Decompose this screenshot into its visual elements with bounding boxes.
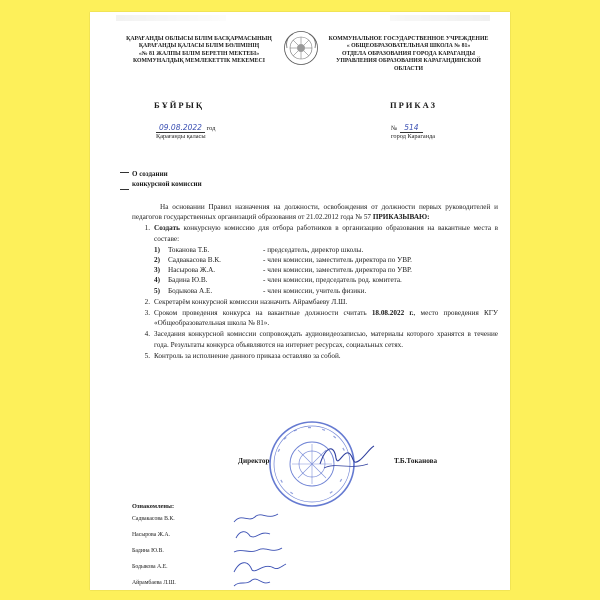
member-role: - член комиссии, заместитель директора по УВР. xyxy=(263,256,412,265)
signature-role: Директор xyxy=(238,457,270,465)
subject-line: О создании xyxy=(132,170,168,178)
familiarized-name: Бодыкова А.Е. xyxy=(132,564,168,570)
member-role: - председатель, директор школы. xyxy=(263,245,364,254)
preamble xyxy=(132,202,498,222)
state-emblem-icon xyxy=(283,30,319,66)
subject-line: конкурсной комиссии xyxy=(132,180,202,188)
list-item xyxy=(132,223,498,243)
member-name: Токанова Т.Б. xyxy=(168,245,210,254)
header-line: КОММУНАЛЬНОЕ ГОСУДАРСТВЕННОЕ УЧРЕЖДЕНИЕ xyxy=(328,36,489,42)
item-body: , место проведения КГУ «Общеобразовательная школа № 81». xyxy=(154,309,498,328)
item-bold: Создать xyxy=(154,224,180,233)
member-role: - член комиссии, заместитель директора по УВР. xyxy=(263,266,412,275)
list-item xyxy=(132,329,498,349)
header-line: «№ 81 ЖАЛПЫ БІЛІМ БЕРЕТІН МЕКТЕБІ» xyxy=(138,50,260,57)
order-subject xyxy=(132,169,202,189)
header-right-ru xyxy=(316,36,501,73)
member-row xyxy=(154,286,498,296)
member-number: 2) xyxy=(154,256,160,265)
director-signature-icon xyxy=(316,440,376,474)
document-sheet xyxy=(90,12,510,590)
handwritten-signature-icon xyxy=(230,572,288,590)
competition-date: 18.08.2022 г. xyxy=(371,309,414,318)
familiarized-list xyxy=(132,516,332,590)
list-item xyxy=(132,308,498,328)
title-kz: БҰЙРЫҚ xyxy=(154,100,205,110)
order-items xyxy=(132,223,498,361)
familiarized-row xyxy=(132,580,332,590)
header-line: ҚАРАҒАНДЫ ОБЛЫСЫ БІЛІМ БАСҚАРМАСЫНЫҢ xyxy=(126,36,272,42)
familiarized-name: Садвакасова В.К. xyxy=(132,516,175,522)
handwritten-number: 514 xyxy=(400,123,422,133)
member-role: - член комиссии, учитель физики. xyxy=(263,286,367,295)
title-ru: ПРИКАЗ xyxy=(390,100,437,110)
item-body: конкурсную комиссию для отбора работников в организацию образования на вакантные места в составе: xyxy=(154,224,498,243)
member-number: 1) xyxy=(154,245,160,254)
member-name: Насырова Ж.А. xyxy=(168,266,216,275)
header-line: « ОБЩЕОБРАЗОВАТЕЛЬНАЯ ШКОЛА № 81» xyxy=(346,43,471,50)
member-number: 3) xyxy=(154,266,160,275)
member-name: Бадина Ю.В. xyxy=(168,276,208,285)
item-text xyxy=(154,223,498,243)
header-line: ОТДЕЛА ОБРАЗОВАНИЯ ГОРОДА КАРАГАНДЫ xyxy=(341,50,476,57)
item-body: Сроком проведения конкурса на вакантные должности считать xyxy=(154,309,372,318)
corner-mark xyxy=(120,189,129,190)
date-suffix: год xyxy=(206,125,216,132)
member-row xyxy=(154,275,498,285)
number-prefix: № xyxy=(391,125,398,132)
item-number: 2. xyxy=(144,297,150,306)
scan-artifact xyxy=(116,15,226,21)
city-kz: Қарағанды қаласы xyxy=(156,133,206,140)
item-number: 3. xyxy=(144,309,150,318)
item-text: Заседания конкурсной комиссии сопровождать аудиовидеозаписью, материалы которого хранятся в течение года. Результаты конкурса объявляются на интернет ресурсах, социальных сетях. xyxy=(154,330,498,349)
header-line: УПРАВЛЕНИЯ ОБРАЗОВАНИЯ КАРАГАНДИНСКОЙ xyxy=(336,58,481,65)
member-row xyxy=(154,245,498,255)
header-left-kz xyxy=(114,36,284,66)
item-number: 1. xyxy=(144,224,150,233)
familiarized-name: Бадина Ю.В. xyxy=(132,548,164,554)
familiarized-name: Насырова Ж.А. xyxy=(132,532,170,538)
member-role: - член комиссии, председатель род. комитета. xyxy=(263,276,402,285)
signature-name: Т.Б.Токанова xyxy=(394,457,438,465)
corner-mark xyxy=(120,172,129,181)
list-item xyxy=(132,297,498,307)
preamble-text: На основании Правил назначения на должности, освобождения от должности первых руководителей и педагогов государственных организаций образования от 21.02.2012 года № 57 xyxy=(132,203,498,222)
member-number: 4) xyxy=(154,276,160,285)
member-name: Бодыкова А.Е. xyxy=(168,286,213,295)
item-number: 4. xyxy=(144,330,150,339)
item-number: 5. xyxy=(144,351,150,360)
commission-members xyxy=(154,245,498,296)
order-date xyxy=(156,123,215,132)
handwritten-date: 09.08.2022 xyxy=(156,123,205,133)
city-ru: город Караганда xyxy=(391,133,436,140)
header-line: ОБЛАСТИ xyxy=(394,65,423,72)
familiarized-name: Айрамбаева Л.Ш. xyxy=(132,580,176,586)
item-text: Секретарём конкурсной комиссии назначить Айрамбаеву Л.Ш. xyxy=(154,297,348,306)
member-number: 5) xyxy=(154,286,160,295)
member-name: Садвакасова В.К. xyxy=(168,256,221,265)
member-row xyxy=(154,255,498,265)
order-body xyxy=(132,202,498,361)
member-row xyxy=(154,265,498,275)
item-text xyxy=(154,308,498,328)
header-line: ҚАРАҒАНДЫ ҚАЛАСЫ БІЛІМ БӨЛІМІНІҢ xyxy=(138,43,260,50)
familiarized-title: Ознакомлены: xyxy=(132,503,175,510)
order-number xyxy=(391,123,423,132)
list-item xyxy=(132,351,498,361)
item-text: Контроль за исполнение данного приказа оставляю за собой. xyxy=(154,351,341,360)
scan-artifact xyxy=(390,15,490,21)
order-word: ПРИКАЗЫВАЮ: xyxy=(372,213,430,222)
header-line: КОММУНАЛДЫҚ МЕМЛЕКЕТТІК МЕКЕМЕСІ xyxy=(132,58,265,65)
